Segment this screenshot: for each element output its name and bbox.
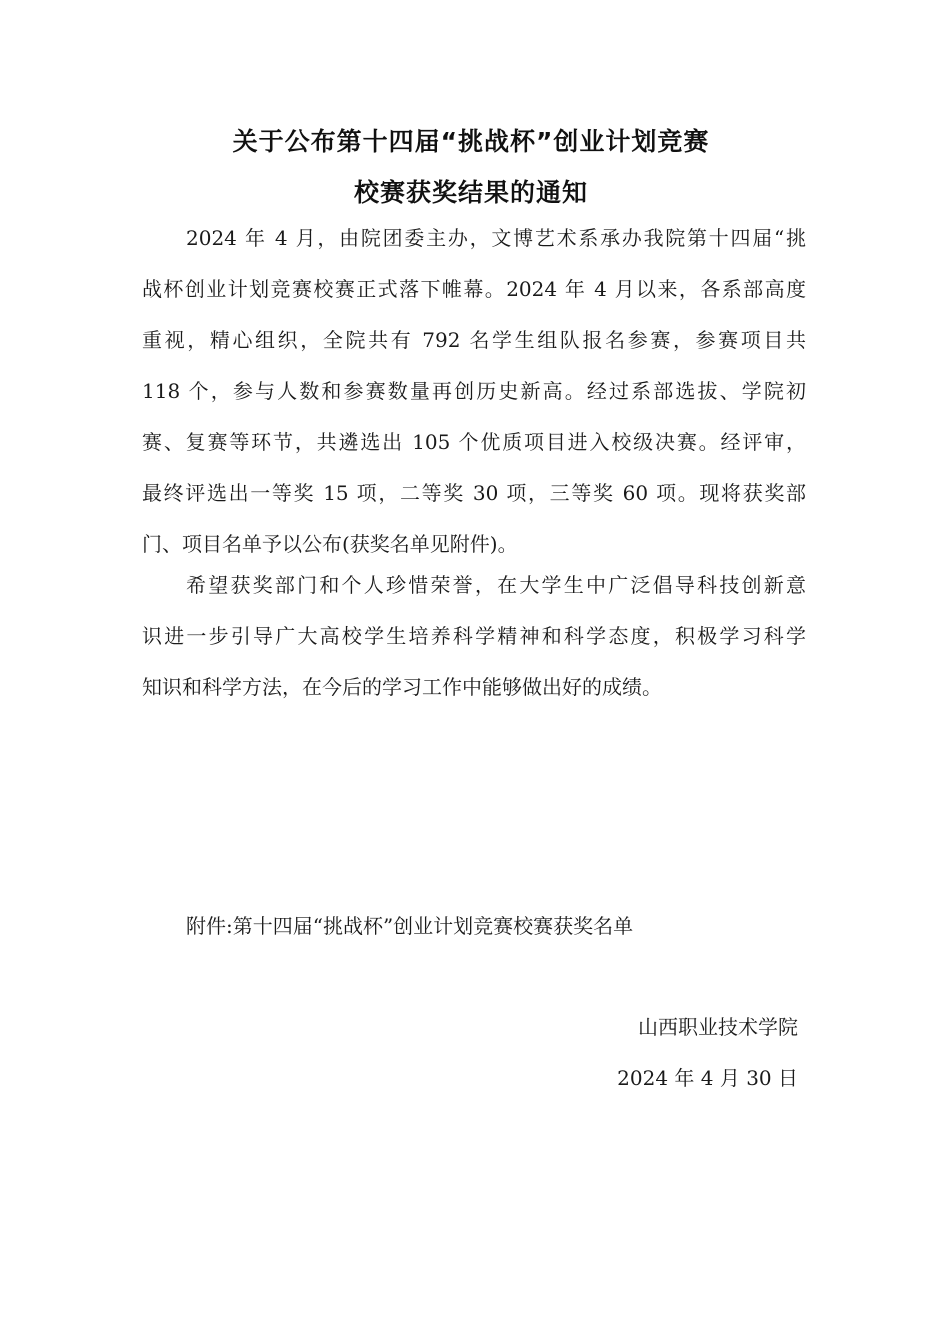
issue-date: 2024 年 4 月 30 日 [617, 1066, 798, 1090]
paragraph-line: 战杯创业计划竞赛校赛正式落下帷幕。2024 年 4 月以来，各系部高度 [142, 277, 806, 301]
attachment-note: 附件:第十四届“挑战杯”创业计划竞赛校赛获奖名单 [186, 914, 634, 938]
paragraph-line: 希望获奖部门和个人珍惜荣誉，在大学生中广泛倡导科技创新意 [186, 573, 806, 597]
paragraph-line: 赛、复赛等环节，共遴选出 105 个优质项目进入校级决赛。经评审， [142, 430, 806, 454]
paragraph-line: 最终评选出一等奖 15 项，二等奖 30 项，三等奖 60 项。现将获奖部 [142, 481, 806, 505]
paragraph-line: 2024 年 4 月，由院团委主办，文博艺术系承办我院第十四届“挑 [186, 226, 806, 250]
paragraph-line: 重视，精心组织，全院共有 792 名学生组队报名参赛，参赛项目共 [142, 328, 806, 352]
paragraph-line: 门、项目名单予以公布(获奖名单见附件)。 [142, 532, 518, 556]
paragraph-line: 知识和科学方法，在今后的学习工作中能够做出好的成绩。 [142, 675, 662, 699]
paragraph-line: 118 个，参与人数和参赛数量再创历史新高。经过系部选拔、学院初 [142, 379, 806, 403]
issuer-signature: 山西职业技术学院 [638, 1015, 798, 1039]
body-paragraph-1 [142, 213, 806, 570]
body-paragraph-2 [142, 560, 806, 713]
document-title-line-2: 校赛获奖结果的通知 [353, 178, 588, 207]
document-title-line-1: 关于公布第十四届“挑战杯”创业计划竞赛 [232, 127, 710, 156]
paragraph-line: 识进一步引导广大高校学生培养科学精神和科学态度，积极学习科学 [142, 624, 806, 648]
